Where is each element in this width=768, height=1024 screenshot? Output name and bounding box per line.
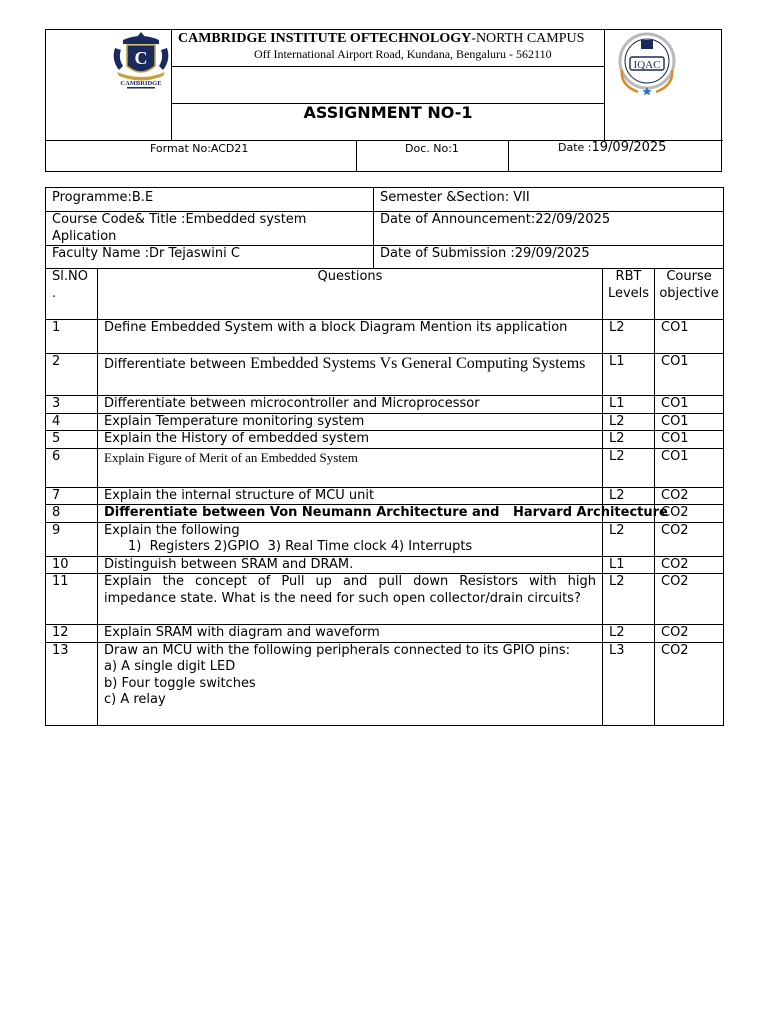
programme: Programme:B.E (46, 188, 374, 212)
table-row: 6 Explain Figure of Merit of an Embedded System L2 CO1 (46, 448, 724, 487)
table-row: 1 Define Embedded System with a block Diagram Mention its application L2 CO1 (46, 320, 724, 354)
table-row: 10 Distinguish between SRAM and DRAM. L1 CO2 (46, 556, 724, 574)
col-rbt: RBT Levels (603, 269, 655, 320)
svg-text:C: C (134, 48, 148, 68)
course-title: Course Code& Title :Embedded system Aplication (46, 212, 374, 246)
column-header-row (46, 269, 724, 320)
table-row: 12 Explain SRAM with diagram and waveform L2 CO2 (46, 625, 724, 643)
table-row: 8 Differentiate between Von Neumann Architecture and Harvard Architecture CO2 (46, 505, 724, 523)
assignment-title: ASSIGNMENT NO-1 (303, 103, 473, 122)
iqac-logo-icon (610, 30, 684, 98)
col-slno: Sl.NO . (46, 269, 98, 320)
college-logo-icon (109, 30, 173, 92)
submission-date: Date of Submission :29/09/2025 (374, 246, 724, 269)
info-row (46, 246, 724, 269)
semester-section: Semester &Section: VII (374, 188, 724, 212)
table-row: 9 Explain the following 1) Registers 2)GPIO 3) Real Time clock 4) Interrupts L2 CO2 (46, 522, 724, 556)
table-row: 11 Explain the concept of Pull up and pull down Resistors with high impedance state. What is the need for such open collector/drain circuits? L2 CO2 (46, 574, 724, 625)
document-number: Doc. No:1 (405, 142, 459, 155)
svg-text:IQAC: IQAC (633, 59, 661, 71)
faculty-name: Faculty Name :Dr Tejaswini C (46, 246, 374, 269)
institute-name: CAMBRIDGE INSTITUTE OFTECHNOLOGY-NORTH CAMPUS (178, 31, 585, 46)
table-row: 13 Draw an MCU with the following peripherals connected to its GPIO pins: a) A single digit LED b) Four toggle switches c) A relay L3 CO2 (46, 642, 724, 725)
header-block (45, 29, 722, 172)
table-row: 5 Explain the History of embedded system L2 CO1 (46, 431, 724, 449)
institute-address: Off International Airport Road, Kundana, Bengaluru - 562110 (254, 47, 552, 61)
info-row (46, 188, 724, 212)
svg-text:CAMBRIDGE: CAMBRIDGE (120, 80, 162, 87)
announcement-date: Date of Announcement:22/09/2025 (374, 212, 724, 246)
table-row: 2 Differentiate between Embedded Systems Vs General Computing Systems L1 CO1 (46, 354, 724, 396)
col-questions: Questions (98, 269, 603, 320)
table-row: 7 Explain the internal structure of MCU unit L2 CO2 (46, 487, 724, 505)
table-row: 3 Differentiate between microcontroller and Microprocessor L1 CO1 (46, 396, 724, 414)
info-row (46, 212, 724, 246)
assignment-table (45, 187, 724, 726)
table-row: 4 Explain Temperature monitoring system L2 CO1 (46, 413, 724, 431)
format-number: Format No:ACD21 (150, 142, 249, 155)
date-field: Date :19/09/2025 (558, 140, 667, 155)
col-course-objective: Course objective (655, 269, 724, 320)
